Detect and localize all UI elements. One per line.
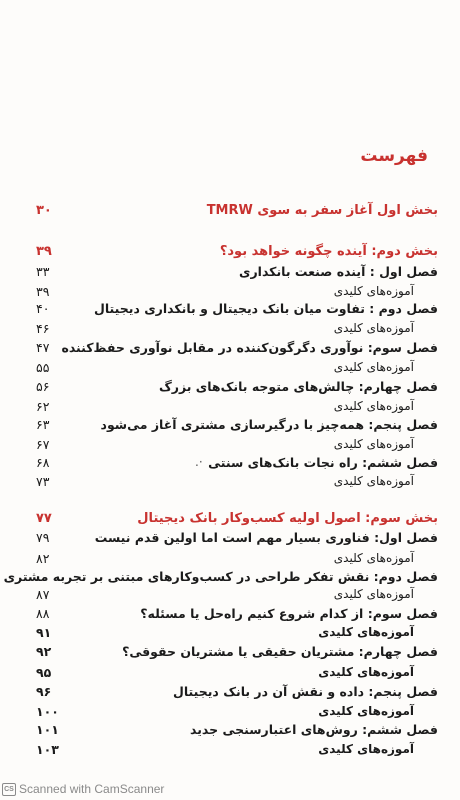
toc-entry-chapter — [36, 261, 438, 281]
camscanner-icon: CS — [2, 783, 16, 796]
toc-page-number: ۶۲ — [36, 398, 50, 414]
toc-entry-label: فصل ششم: راه نجات بانک‌های سنتی — [208, 454, 438, 470]
toc-page-number: ۸۸ — [36, 605, 50, 621]
toc-entry-chapter — [36, 298, 438, 318]
toc-entry-label: فصل چهارم: چالش‌های متوجه بانک‌های بزرگ — [158, 378, 438, 394]
toc-entry-label: فصل سوم: از کدام شروع کنیم راه‌حل یا مسئله؟ — [140, 605, 438, 621]
toc-page-number: ۷۹ — [36, 529, 50, 545]
toc-entry-chapter — [36, 719, 438, 739]
toc-entry-chapter — [36, 603, 438, 623]
toc-entry-chapter — [36, 641, 438, 661]
toc-entry-label: آموزه‌های کلیدی — [333, 474, 414, 488]
toc-page-number: ۵۶ — [36, 378, 50, 394]
toc-entry-label: آموزه‌های کلیدی — [333, 551, 414, 565]
toc-page-number: ۶۸ — [36, 454, 50, 470]
toc-page-number: ۸۲ — [36, 550, 50, 566]
toc-page-number: ۱۰۳ — [36, 741, 59, 757]
toc-page-number: ۳۰ — [36, 202, 52, 218]
toc-entry-label: فصل دوم : تفاوت میان بانک دیجیتال و بانکداری دیجیتال — [94, 300, 438, 316]
toc-entry-sub — [36, 318, 438, 338]
toc-entry-label: آموزه‌های کلیدی — [333, 321, 414, 335]
stray-mark: .· — [195, 455, 203, 469]
toc-entry-label: فصل اول : آینده صنعت بانکداری — [239, 263, 438, 279]
toc-page-number: ۷۳ — [36, 473, 50, 489]
toc-entry-label: آموزه‌های کلیدی — [318, 625, 414, 639]
toc-page-number: ۶۷ — [36, 436, 50, 452]
toc-entry-sub — [36, 662, 438, 682]
toc-entry-label: آموزه‌های کلیدی — [333, 360, 414, 374]
toc-page-number: ۹۶ — [36, 683, 52, 699]
toc-page-number: ۹۲ — [36, 643, 52, 659]
toc-entry-sub — [36, 357, 438, 377]
toc-entry-label: فصل دوم: نقش تفکر طراحی در کسب‌وکارهای مبتنی بر تجربه مشتری — [3, 568, 438, 584]
toc-page-number: ۸۷ — [36, 586, 50, 602]
toc-page-number: ۹۵ — [36, 664, 52, 680]
toc-entry-label: بخش اول آغاز سفر به سوی TMRW — [206, 202, 438, 218]
toc-page-number: ۹۱ — [36, 624, 52, 640]
toc-entry-sub — [36, 471, 438, 491]
toc-entry-chapter — [36, 376, 438, 396]
toc-page-number: ۴۰ — [36, 300, 50, 316]
toc-entry-label: آموزه‌های کلیدی — [333, 587, 414, 601]
toc-entry-label: فصل اول: فناوری بسیار مهم است اما اولین قدم نیست — [94, 529, 438, 545]
toc-entry-label: بخش سوم: اصول اولیه کسب‌وکار بانک دیجیتال — [137, 510, 438, 526]
toc-page-number: ۶۳ — [36, 416, 50, 432]
toc-entry-part — [36, 241, 438, 261]
toc-entry-sub — [36, 548, 438, 568]
toc-page-number: ۷۷ — [36, 510, 52, 526]
scanner-watermark — [2, 782, 164, 796]
toc-entry-chapter — [36, 681, 438, 701]
toc-entry-chapter — [36, 452, 438, 472]
toc-entry-label: بخش دوم: آینده چگونه خواهد بود؟ — [219, 243, 438, 259]
toc-page-number: ۳۳ — [36, 263, 50, 279]
toc-entry-chapter — [3, 566, 438, 586]
toc-entry-sub — [36, 622, 438, 642]
watermark-text: Scanned with CamScanner — [19, 782, 165, 796]
toc-entry-label: آموزه‌های کلیدی — [318, 742, 414, 756]
toc-entry-chapter — [36, 527, 438, 547]
toc-entry-label: آموزه‌های کلیدی — [333, 284, 414, 298]
toc-entry-label: فصل پنجم: داده و نقش آن در بانک دیجیتال — [172, 683, 438, 699]
toc-entry-sub — [36, 739, 438, 759]
toc-entry-label: فصل چهارم: مشتریان حقیقی یا مشتریان حقوقی؟ — [122, 643, 438, 659]
toc-page-number: ۳۹ — [36, 243, 52, 259]
page-title: فهرست — [360, 146, 428, 166]
toc-entry-label: فصل پنجم: همه‌چیز با درگیرسازی مشتری آغاز می‌شود — [100, 416, 438, 432]
toc-entry-part — [36, 200, 438, 220]
toc-entry-label: فصل ششم: روش‌های اعتبارسنجی جدید — [189, 721, 438, 737]
toc-entry-chapter — [36, 337, 438, 357]
toc-page-number: ۴۶ — [36, 320, 50, 336]
toc-page-number: ۱۰۱ — [36, 721, 59, 737]
toc-entry-chapter — [36, 414, 438, 434]
toc-entry-label: آموزه‌های کلیدی — [333, 399, 414, 413]
toc-entry-label: آموزه‌های کلیدی — [333, 437, 414, 451]
toc-entry-sub — [36, 434, 438, 454]
toc-entry-label: فصل سوم: نوآوری دگرگون‌کننده در مقابل نوآوری حفظ‌کننده — [61, 339, 438, 355]
toc-page-number: ۱۰۰ — [36, 703, 59, 719]
toc-entry-sub — [36, 584, 438, 604]
toc-entry-sub — [36, 701, 438, 721]
toc-page-number: ۳۹ — [36, 283, 50, 299]
toc-page-number: ۴۷ — [36, 339, 50, 355]
toc-entry-label: آموزه‌های کلیدی — [318, 704, 414, 718]
toc-entry-label: آموزه‌های کلیدی — [318, 665, 414, 679]
toc-entry-part — [36, 508, 438, 528]
toc-page-number: ۵۵ — [36, 359, 50, 375]
toc-entry-sub — [36, 396, 438, 416]
